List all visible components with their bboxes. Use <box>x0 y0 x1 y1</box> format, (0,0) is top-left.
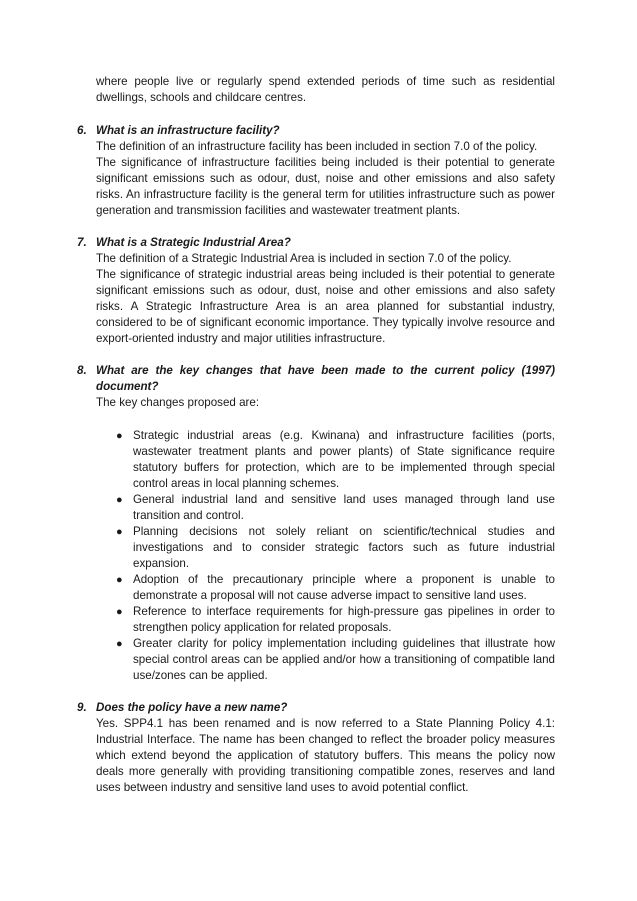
section-question: Does the policy have a new name? <box>96 701 288 714</box>
list-item: ● Strategic industrial areas (e.g. Kwinana) and infrastructure facilities (ports, wastewater treatment plants and power plants) of State significance require statutory buffers for protection, which are to be implemented through special control areas in local planning schemes. <box>116 429 555 490</box>
section-paragraph: Yes. SPP4.1 has been renamed and is now referred to a State Planning Policy 4.1: Industrial Interface. The name has been changed to reflect the broader policy measures which extend beyond the application of statutory buffers. This means the policy now deals more generally with providing transitioning compatible zones, reserves and land uses between industry and sensitive land uses to avoid potential conflict. <box>96 717 555 794</box>
section-number: 6. <box>77 124 87 137</box>
section-question: What is an infrastructure facility? <box>96 124 280 137</box>
bullet-icon: ● <box>116 638 123 650</box>
bullet-icon: ● <box>116 574 123 586</box>
section-number: 7. <box>77 236 87 249</box>
bullet-icon: ● <box>116 494 123 506</box>
list-item: ● Greater clarity for policy implementation including guidelines that illustrate how special control areas can be applied and/or how a transitioning of compatible land use/zones can be applied. <box>116 637 555 682</box>
section-number: 9. <box>77 701 87 714</box>
section-paragraph: The definition of an infrastructure facility has been included in section 7.0 of the policy. <box>96 140 538 153</box>
intro-paragraph: where people live or regularly spend extended periods of time such as residential dwellings, schools and childcare centres. <box>96 75 555 104</box>
faq-section-9 <box>77 700 555 796</box>
section-paragraph: The significance of infrastructure facilities being included is their potential to generate significant emissions such as odour, dust, noise and other emissions and also safety risks. An infrastructure facility is the general term for utilities infrastructure such as power generation and transmission facilities and wastewater treatment plants. <box>96 156 555 217</box>
list-item: ● Adoption of the precautionary principle where a proponent is unable to demonstrate a proposal will not cause adverse impact to sensitive land uses. <box>116 573 555 602</box>
faq-section-8 <box>77 363 555 684</box>
key-changes-list <box>96 428 555 684</box>
section-question: What is a Strategic Industrial Area? <box>96 236 291 249</box>
section-number: 8. <box>77 364 87 377</box>
section-question: What are the key changes that have been made to the current policy (1997) document? <box>96 364 555 393</box>
section-paragraph: The definition of a Strategic Industrial Area is included in section 7.0 of the policy. <box>96 252 512 265</box>
faq-section-7 <box>77 235 555 347</box>
section-paragraph: The key changes proposed are: <box>96 396 260 409</box>
bullet-icon: ● <box>116 430 123 442</box>
document-body <box>77 74 555 812</box>
bullet-icon: ● <box>116 606 123 618</box>
faq-section-6 <box>77 123 555 219</box>
section-paragraph: The significance of strategic industrial areas being included is their potential to generate significant emissions such as odour, dust, noise and other emissions and also safety risks. A Strategic Infrastructure Area is an area planned for substantial industry, considered to be of significant economic importance. They typically involve resource and export-oriented industry and major utilities infrastructure. <box>96 268 555 345</box>
bullet-icon: ● <box>116 526 123 538</box>
list-item: ● Reference to interface requirements for high-pressure gas pipelines in order to strengthen policy application for related proposals. <box>116 605 555 634</box>
list-item: ● General industrial land and sensitive land uses managed through land use transition and control. <box>116 493 555 522</box>
list-item: ● Planning decisions not solely reliant on scientific/technical studies and investigations and to consider strategic factors such as future industrial expansion. <box>116 525 555 570</box>
